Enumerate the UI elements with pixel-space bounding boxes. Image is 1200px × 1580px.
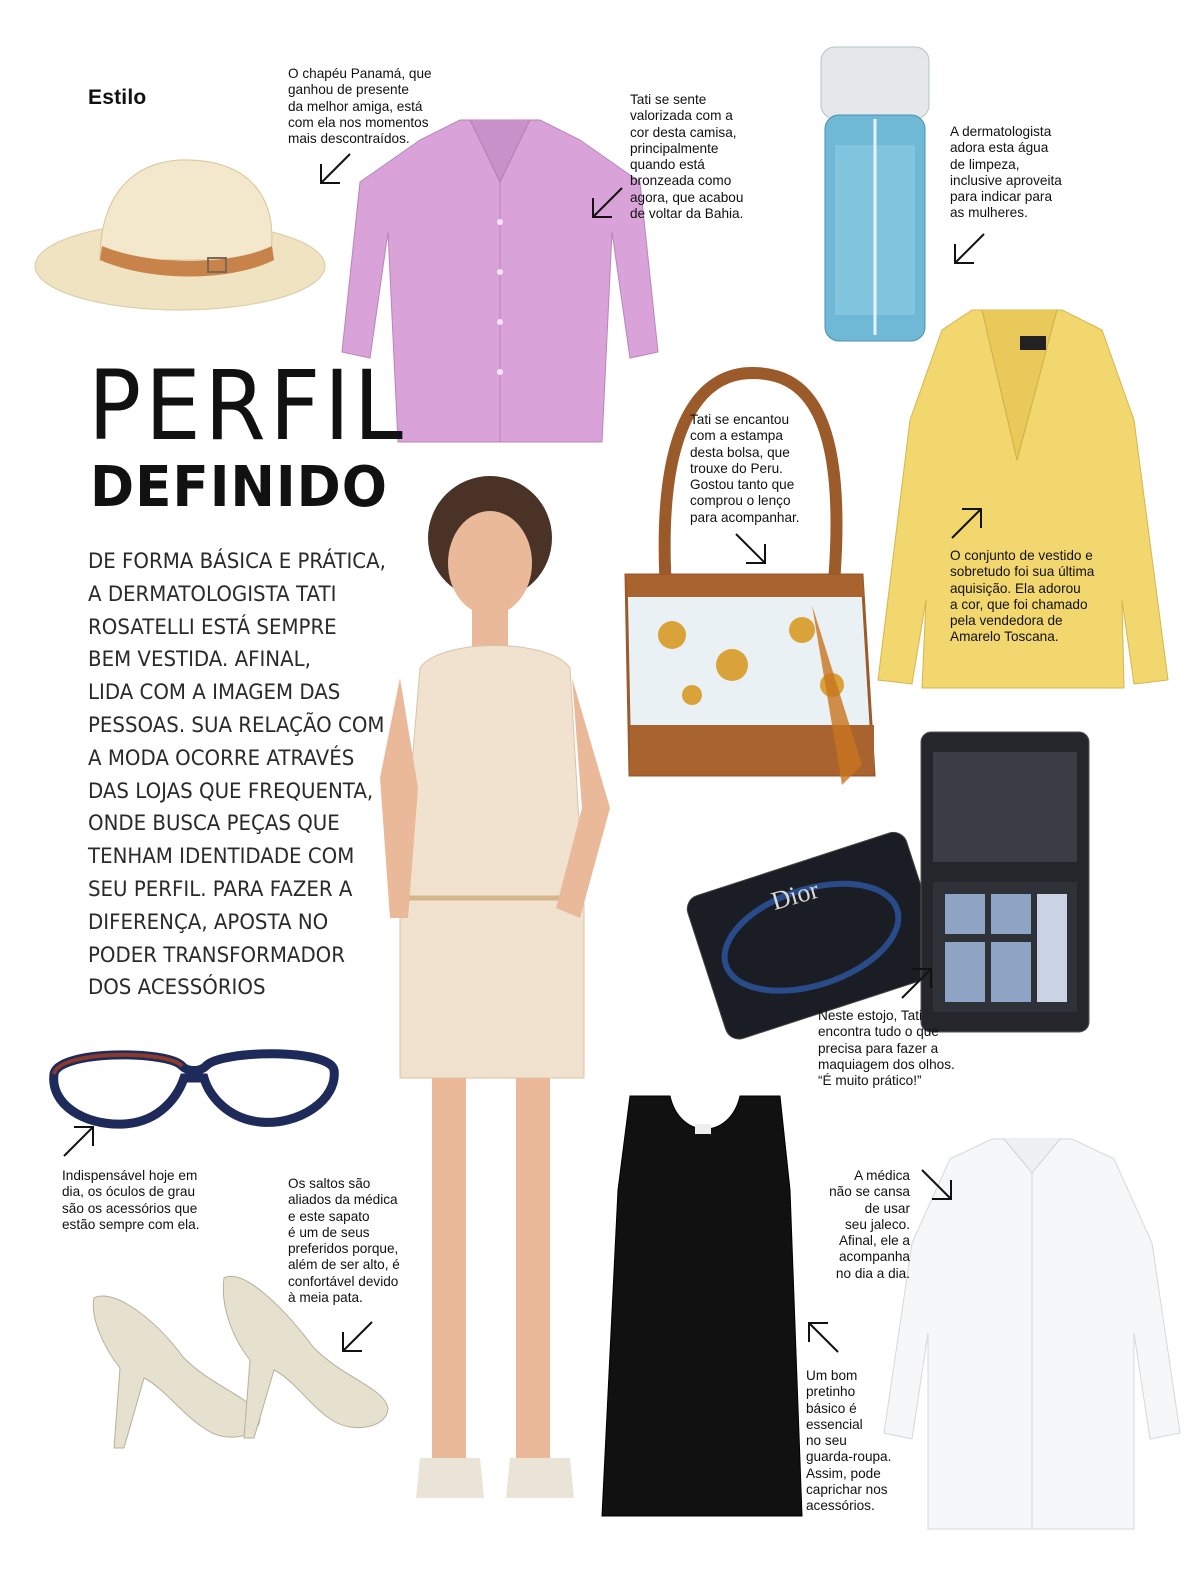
arrow-down-left-icon: [590, 186, 624, 220]
caption-line: Amarelo Toscana.: [950, 629, 1059, 645]
caption-line: adora esta água: [950, 140, 1049, 156]
arrow-up-left-icon: [806, 1320, 840, 1354]
headline-line2: DEFINIDO: [90, 455, 388, 520]
hat-caption: [288, 66, 432, 147]
caption-line: de voltar da Bahia.: [630, 206, 744, 222]
caption-line: preferidos porque,: [288, 1241, 399, 1257]
intro-line: BEM VESTIDA. AFINAL,: [88, 647, 311, 673]
intro-line: DE FORMA BÁSICA E PRÁTICA,: [88, 549, 386, 574]
caption-line: à meia pata.: [288, 1290, 363, 1306]
intro-line: PODER TRANSFORMADOR: [88, 942, 345, 968]
caption-line: acessórios.: [806, 1498, 875, 1514]
caption-line: O conjunto de vestido e: [950, 548, 1093, 563]
arrow-up-right-icon: [950, 506, 984, 540]
caption-line: Afinal, ele a: [838, 1233, 910, 1249]
intro-line: DAS LOJAS QUE FREQUENTA,: [88, 778, 374, 804]
labcoat-caption: [810, 1168, 910, 1282]
caption-line: bronzeada como: [630, 173, 732, 189]
caption-line: para acompanhar.: [690, 509, 800, 525]
caption-line: Tati se encantou: [690, 412, 789, 427]
makeup-caption: [818, 1008, 955, 1089]
panama-hat-image: [30, 148, 330, 318]
intro-paragraph: [88, 546, 392, 1005]
dress-caption: [806, 1368, 891, 1515]
intro-line: DIFERENÇA, APOSTA NO: [88, 909, 329, 935]
intro-line: DOS ACESSÓRIOS: [88, 975, 266, 1001]
caption-line: quando está: [630, 157, 705, 173]
glasses-caption: [62, 1168, 200, 1233]
arrow-up-right-icon: [62, 1124, 96, 1158]
intro-line: A DERMATOLOGISTA TATI: [88, 581, 337, 607]
caption-line: aquisição. Ela adorou: [950, 580, 1081, 596]
intro-line: TENHAM IDENTIDADE COM: [88, 844, 355, 870]
caption-line: encontra tudo o que: [818, 1024, 939, 1040]
caption-line: seu jaleco.: [845, 1216, 910, 1232]
caption-line: a cor, que foi chamado: [950, 596, 1088, 612]
caption-line: Neste estojo, Tati: [818, 1008, 923, 1023]
caption-line: além de ser alto, é: [288, 1257, 400, 1273]
dior-logo-text: Dior: [768, 874, 822, 916]
intro-line: A MODA OCORRE ATRAVÉS: [88, 745, 355, 771]
eyeglasses-image: [48, 1030, 340, 1130]
caption-line: no seu: [806, 1433, 847, 1449]
caption-line: Assim, pode: [806, 1465, 881, 1481]
caption-line: pela vendedora de: [950, 613, 1063, 629]
caption-line: guarda-roupa.: [806, 1449, 892, 1465]
arrow-down-right-icon: [920, 1168, 954, 1202]
dior-eyeshadow-compact-image: [693, 732, 1093, 1032]
caption-line: aliados da médica: [288, 1192, 398, 1208]
intro-line: PESSOAS. SUA RELAÇÃO COM: [88, 712, 385, 738]
caption-line: “É muito prático!”: [818, 1073, 922, 1089]
caption-line: principalmente: [630, 140, 719, 156]
arrow-up-right-icon: [900, 966, 934, 1000]
caption-line: inclusive aproveita: [950, 172, 1062, 188]
caption-line: não se cansa: [829, 1184, 910, 1200]
caption-line: com ela nos momentos: [288, 114, 429, 130]
intro-line: SEU PERFIL. PARA FAZER A: [88, 876, 353, 902]
arrow-down-left-icon: [318, 152, 352, 186]
arrow-down-left-icon: [340, 1320, 374, 1354]
caption-line: são os acessórios que: [62, 1200, 198, 1216]
caption-line: estão sempre com ela.: [62, 1216, 200, 1232]
caption-line: essencial: [806, 1416, 863, 1432]
caption-line: valorizada com a: [630, 108, 733, 124]
caption-line: sobretudo foi sua última: [950, 564, 1095, 580]
caption-line: agora, que acabou: [630, 189, 744, 205]
caption-line: A dermatologista: [950, 124, 1052, 139]
caption-line: dia, os óculos de grau: [62, 1184, 196, 1200]
caption-line: desta bolsa, que: [690, 444, 790, 460]
caption-line: Um bom: [806, 1368, 858, 1383]
caption-line: e este sapato: [288, 1208, 370, 1224]
caption-line: ganhou de presente: [288, 82, 409, 98]
section-label: Estilo: [88, 86, 147, 109]
caption-line: no dia a dia.: [835, 1265, 910, 1281]
caption-line: comprou o lenço: [690, 493, 791, 509]
caption-line: acompanha: [838, 1249, 910, 1265]
caption-line: mais descontraídos.: [288, 131, 410, 147]
caption-line: é um de seus: [288, 1224, 370, 1240]
shoes-caption: [288, 1176, 400, 1306]
caption-line: para indicar para: [950, 189, 1053, 205]
caption-line: caprichar nos: [806, 1482, 888, 1498]
caption-line: A médica: [854, 1168, 910, 1183]
arrow-down-left-icon: [952, 232, 986, 266]
intro-line: ROSATELLI ESTÁ SEMPRE: [88, 614, 337, 640]
caption-line: de limpeza,: [950, 156, 1020, 172]
caption-line: trouxe do Peru.: [690, 460, 783, 476]
caption-line: Gostou tanto que: [690, 477, 795, 493]
arrow-down-right-icon: [734, 532, 768, 566]
caption-line: da melhor amiga, está: [288, 98, 423, 114]
caption-line: as mulheres.: [950, 205, 1028, 221]
caption-line: Indispensável hoje em: [62, 1168, 198, 1183]
caption-line: cor desta camisa,: [630, 124, 737, 140]
caption-line: Os saltos são: [288, 1176, 371, 1191]
caption-line: precisa para fazer a: [818, 1040, 939, 1056]
caption-line: O chapéu Panamá, que: [288, 66, 432, 81]
caption-line: de usar: [864, 1200, 910, 1216]
caption-line: confortável devido: [288, 1273, 399, 1289]
black-dress-image: [590, 1090, 815, 1520]
caption-line: maquiagem dos olhos.: [818, 1056, 955, 1072]
caption-line: pretinho: [806, 1384, 856, 1400]
caption-line: Tati se sente: [630, 92, 707, 107]
bag-caption: [690, 412, 800, 526]
cleanser-caption: [950, 124, 1062, 222]
intro-line: LIDA COM A IMAGEM DAS: [88, 680, 341, 706]
headline-line1: PERFIL: [88, 350, 407, 462]
shirt-caption: [630, 92, 743, 222]
caption-line: com a estampa: [690, 428, 783, 444]
intro-line: ONDE BUSCA PEÇAS QUE: [88, 811, 340, 837]
caption-line: básico é: [806, 1400, 857, 1416]
coat-caption: [950, 548, 1094, 646]
